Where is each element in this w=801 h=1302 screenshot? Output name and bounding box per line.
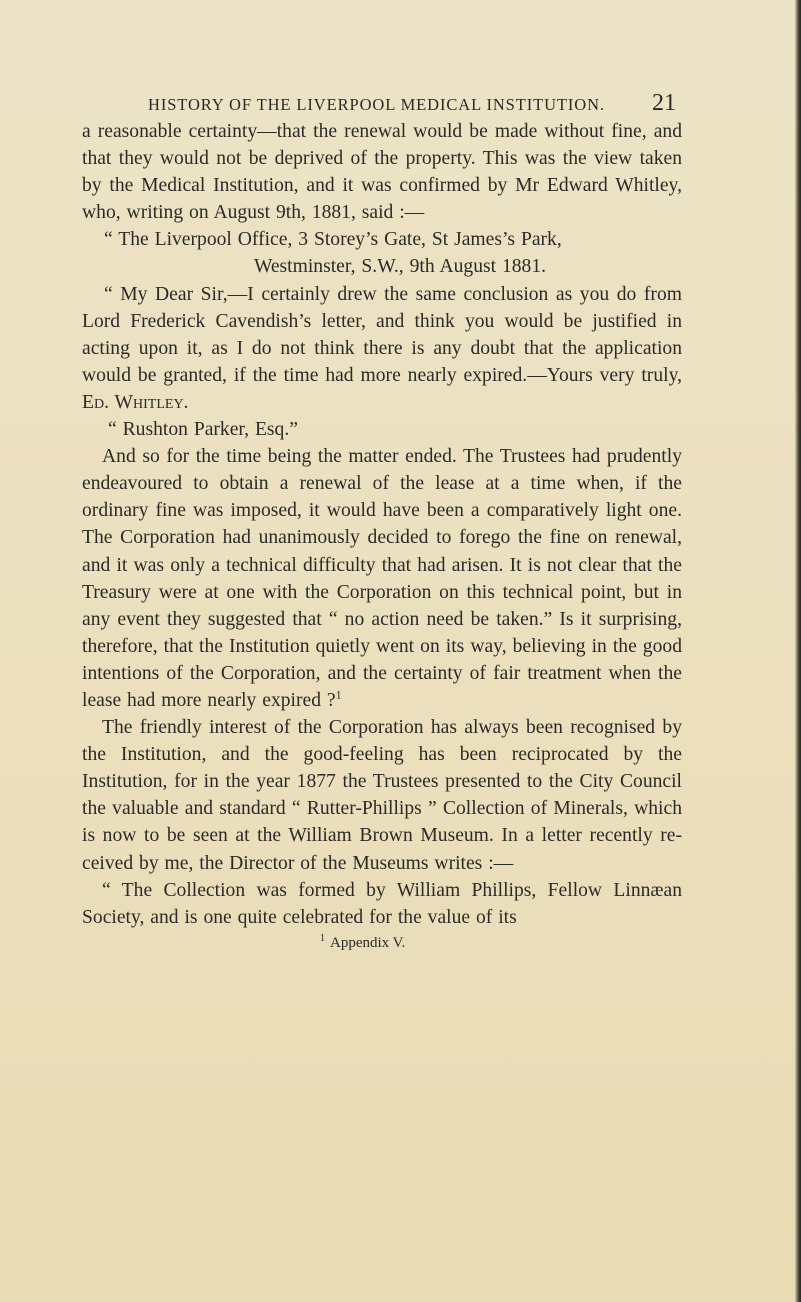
page-body [82, 118, 682, 931]
paragraph-2 [82, 443, 682, 714]
letter-address-line-2: Westminster, S.W., 9th August 1881. [253, 256, 547, 278]
footnote-text: Appendix V. [330, 934, 406, 951]
paragraph-4: “ The Collection was formed by William Phillips, Fellow Linnæan Society, and is one quite celebrated for the value of its [82, 879, 682, 928]
footnote-mark: 1 [320, 932, 325, 944]
book-page [82, 90, 682, 953]
running-header [148, 90, 676, 118]
footnote-reference: 1 [335, 687, 342, 702]
paragraph-1: a reasonable certainty—that the renewal would be made without fine, and that they would not be deprived of the property. This was the view taken by the Medical Institution, and it was confirmed by Mr Edward Whitley, who, writing on August 9th, 1881, said :— [82, 121, 682, 224]
letter-body [82, 281, 682, 416]
footnote [320, 933, 682, 953]
running-title: HISTORY OF THE LIVERPOOL MEDICAL INSTITUTION. [148, 95, 605, 114]
paragraph-2-text: And so for the time being the matter ended. The Trustees had prudently endeavoured to obtain a renewal of the lease at a time when, if the ordinary fine was imposed, it would have been a comparatively light one. The Corporation had unanimously decided to forego the fine on renewal, and it was only a technical difficulty that had arisen. It is not clear that the Treasury were at one with the Corporation on this technical point, but in any event they suggested that “ no action need be taken.” Is it surprising, therefore, that the Institution quietly went on its way, believing in the good intentions of the Corporation, and the certainty of fair treatment when the lease had more nearly expired ? [82, 446, 682, 711]
page-edge-shadow [795, 0, 801, 1302]
letter-addressee: “ Rushton Parker, Esq.” [108, 419, 298, 441]
page-number: 21 [652, 90, 676, 116]
letter-signature: Ed. Whitley. [82, 391, 189, 413]
letter-address-line-1: “ The Liverpool Office, 3 Storey’s Gate, St James’s Park, [104, 229, 562, 251]
paragraph-3: The friendly interest of the Corporation has always been recognised by the Institution, and the good-feeling has been reciprocated by the Institution, for in the year 1877 the Trustees presented to the City Council the valuable and standard “ Rutter-Phillips ” Collection of Minerals, which is now to be seen at the William Brown Museum. In a letter recently received by me, the Director of the Museums writes :— [82, 717, 682, 874]
letter-body-text: “ My Dear Sir,—I certainly drew the same conclusion as you do from Lord Frederick Cavendish’s letter, and think you would be justified in acting upon it, as I do not think there is any doubt that the application would be granted, if the time had more nearly expired.—Yours very truly, [82, 283, 682, 386]
